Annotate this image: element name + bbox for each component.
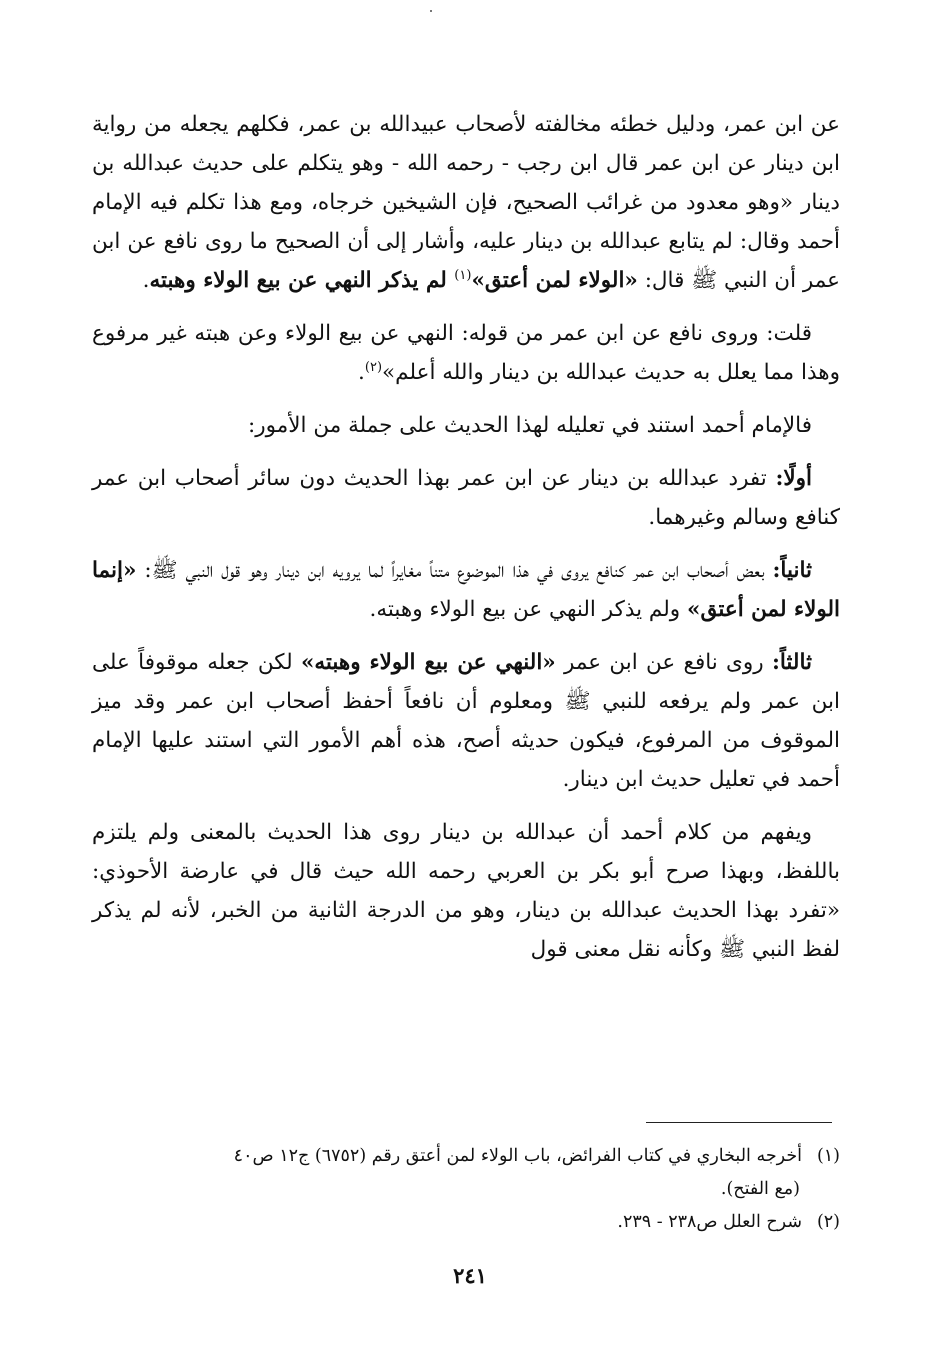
p5-lead: ثانياً:: [772, 558, 812, 583]
p2-text: قلت: وروى نافع عن ابن عمر من قوله: النهي عن بيع الولاء وعن هبته غير مرفوع وهذا مما يعلل به حديث عبدالله بن دينار والله أعلم»: [92, 321, 840, 385]
footnote-ref-2[interactable]: (٢): [364, 359, 383, 375]
p2-end: .: [358, 360, 365, 385]
paragraph-7: [92, 813, 840, 969]
p1-text: عن ابن عمر، ودليل خطئه مخالفته لأصحاب عبيدالله بن عمر، فكلهم يجعله من رواية ابن دينار عن ابن عمر قال ابن رجب - رحمه الله - وهو يتكلم على حديث عبدالله بن دينار «وهو معدود من غرائب الصحيح، فإن الشيخين خرجاه، ومع هذا تكلم فيه الإمام أحمد وقال: لم يتابع عبدالله بن دينار عليه، وأشار إلى أن الصحيح ما روى نافع عن ابن عمر أن النبي ﷺ قال:: [92, 112, 840, 293]
paragraph-5: [92, 551, 840, 629]
p7-text: ويفهم من كلام أحمد أن عبدالله بن دينار روى هذا الحديث بالمعنى ولم يلتزم باللفظ، وبهذا صرح أبو بكر بن العربي رحمه الله حيث قال في عارضة الأحوذي: «تفرد بهذا الحديث عبدالله بن دينار، وهو من الدرجة الثانية من الخبر، لأنه لم يذكر لفظ النبي ﷺ وكأنه نقل معنى قول: [92, 820, 840, 962]
footnote-1-continuation: [92, 1173, 840, 1206]
footnote-divider: [646, 1122, 832, 1123]
p1-end: .: [142, 268, 150, 293]
footnote-1: [92, 1140, 840, 1173]
main-text: [92, 105, 840, 983]
paragraph-2: [92, 314, 840, 392]
footnote-2: [92, 1206, 840, 1239]
footnotes: [92, 1140, 840, 1239]
p6-lead: ثالثاً:: [771, 650, 812, 675]
footnote-1-number: (١): [816, 1146, 840, 1166]
footnote-2-text: شرح العلل ص٢٣٨ - ٢٣٩.: [617, 1212, 802, 1232]
p3-text: فالإمام أحمد استند في تعليله لهذا الحديث على جملة من الأمور:: [248, 413, 812, 438]
footnote-1-text: أخرجه البخاري في كتاب الفرائض، باب الولاء لمن أعتق رقم (٦٧٥٢) ج١٢ ص٤٠: [233, 1146, 802, 1166]
p5-bold-quote: «إنما الولاء لمن أعتق»: [92, 558, 840, 622]
p1-bold-phrase: لم يذكر النهي عن بيع الولاء وهبته: [149, 268, 455, 293]
paragraph-1: [92, 105, 840, 300]
p6-bold-quote: «النهي عن بيع الولاء وهبته»: [300, 650, 556, 675]
p5-text: بعض أصحاب ابن عمر كنافع يروى في هذا الموضوع متناً مغايراً لما يرويه ابن دينار وهو قول النبي ﷺ:: [136, 558, 773, 583]
paragraph-3: [92, 406, 840, 445]
p6-text-end: لكن جعله موقوفاً على ابن عمر ولم يرفعه للنبي ﷺ ومعلوم أن نافعاً أحفظ أصحاب ابن عمر وقد ميز الموقوف من المرفوع، فيكون حديثه أصح، هذه أهم الأمور التي استند عليها الإمام أحمد في تعليل حديث ابن دينار.: [92, 650, 840, 792]
page-number: ٢٤١: [453, 1263, 487, 1288]
p4-text: تفرد عبدالله بن دينار عن ابن عمر بهذا الحديث دون سائر أصحاب ابن عمر كنافع وسالم وغيرهما.: [92, 466, 840, 530]
p5-text-end: ولم يذكر النهي عن بيع الولاء وهبته.: [369, 597, 688, 622]
p6-text: روى نافع عن ابن عمر: [555, 650, 772, 675]
footnote-ref-1[interactable]: (١): [454, 267, 472, 283]
paragraph-6: [92, 643, 840, 799]
scan-speck: [430, 10, 432, 12]
p1-bold-quote: «الولاء لمن أعتق»: [471, 268, 638, 293]
footnote-1-cont-text: (مع الفتح).: [720, 1179, 800, 1199]
footnote-2-number: (٢): [816, 1212, 840, 1232]
p4-lead: أولًا:: [775, 466, 812, 491]
paragraph-4: [92, 459, 840, 537]
